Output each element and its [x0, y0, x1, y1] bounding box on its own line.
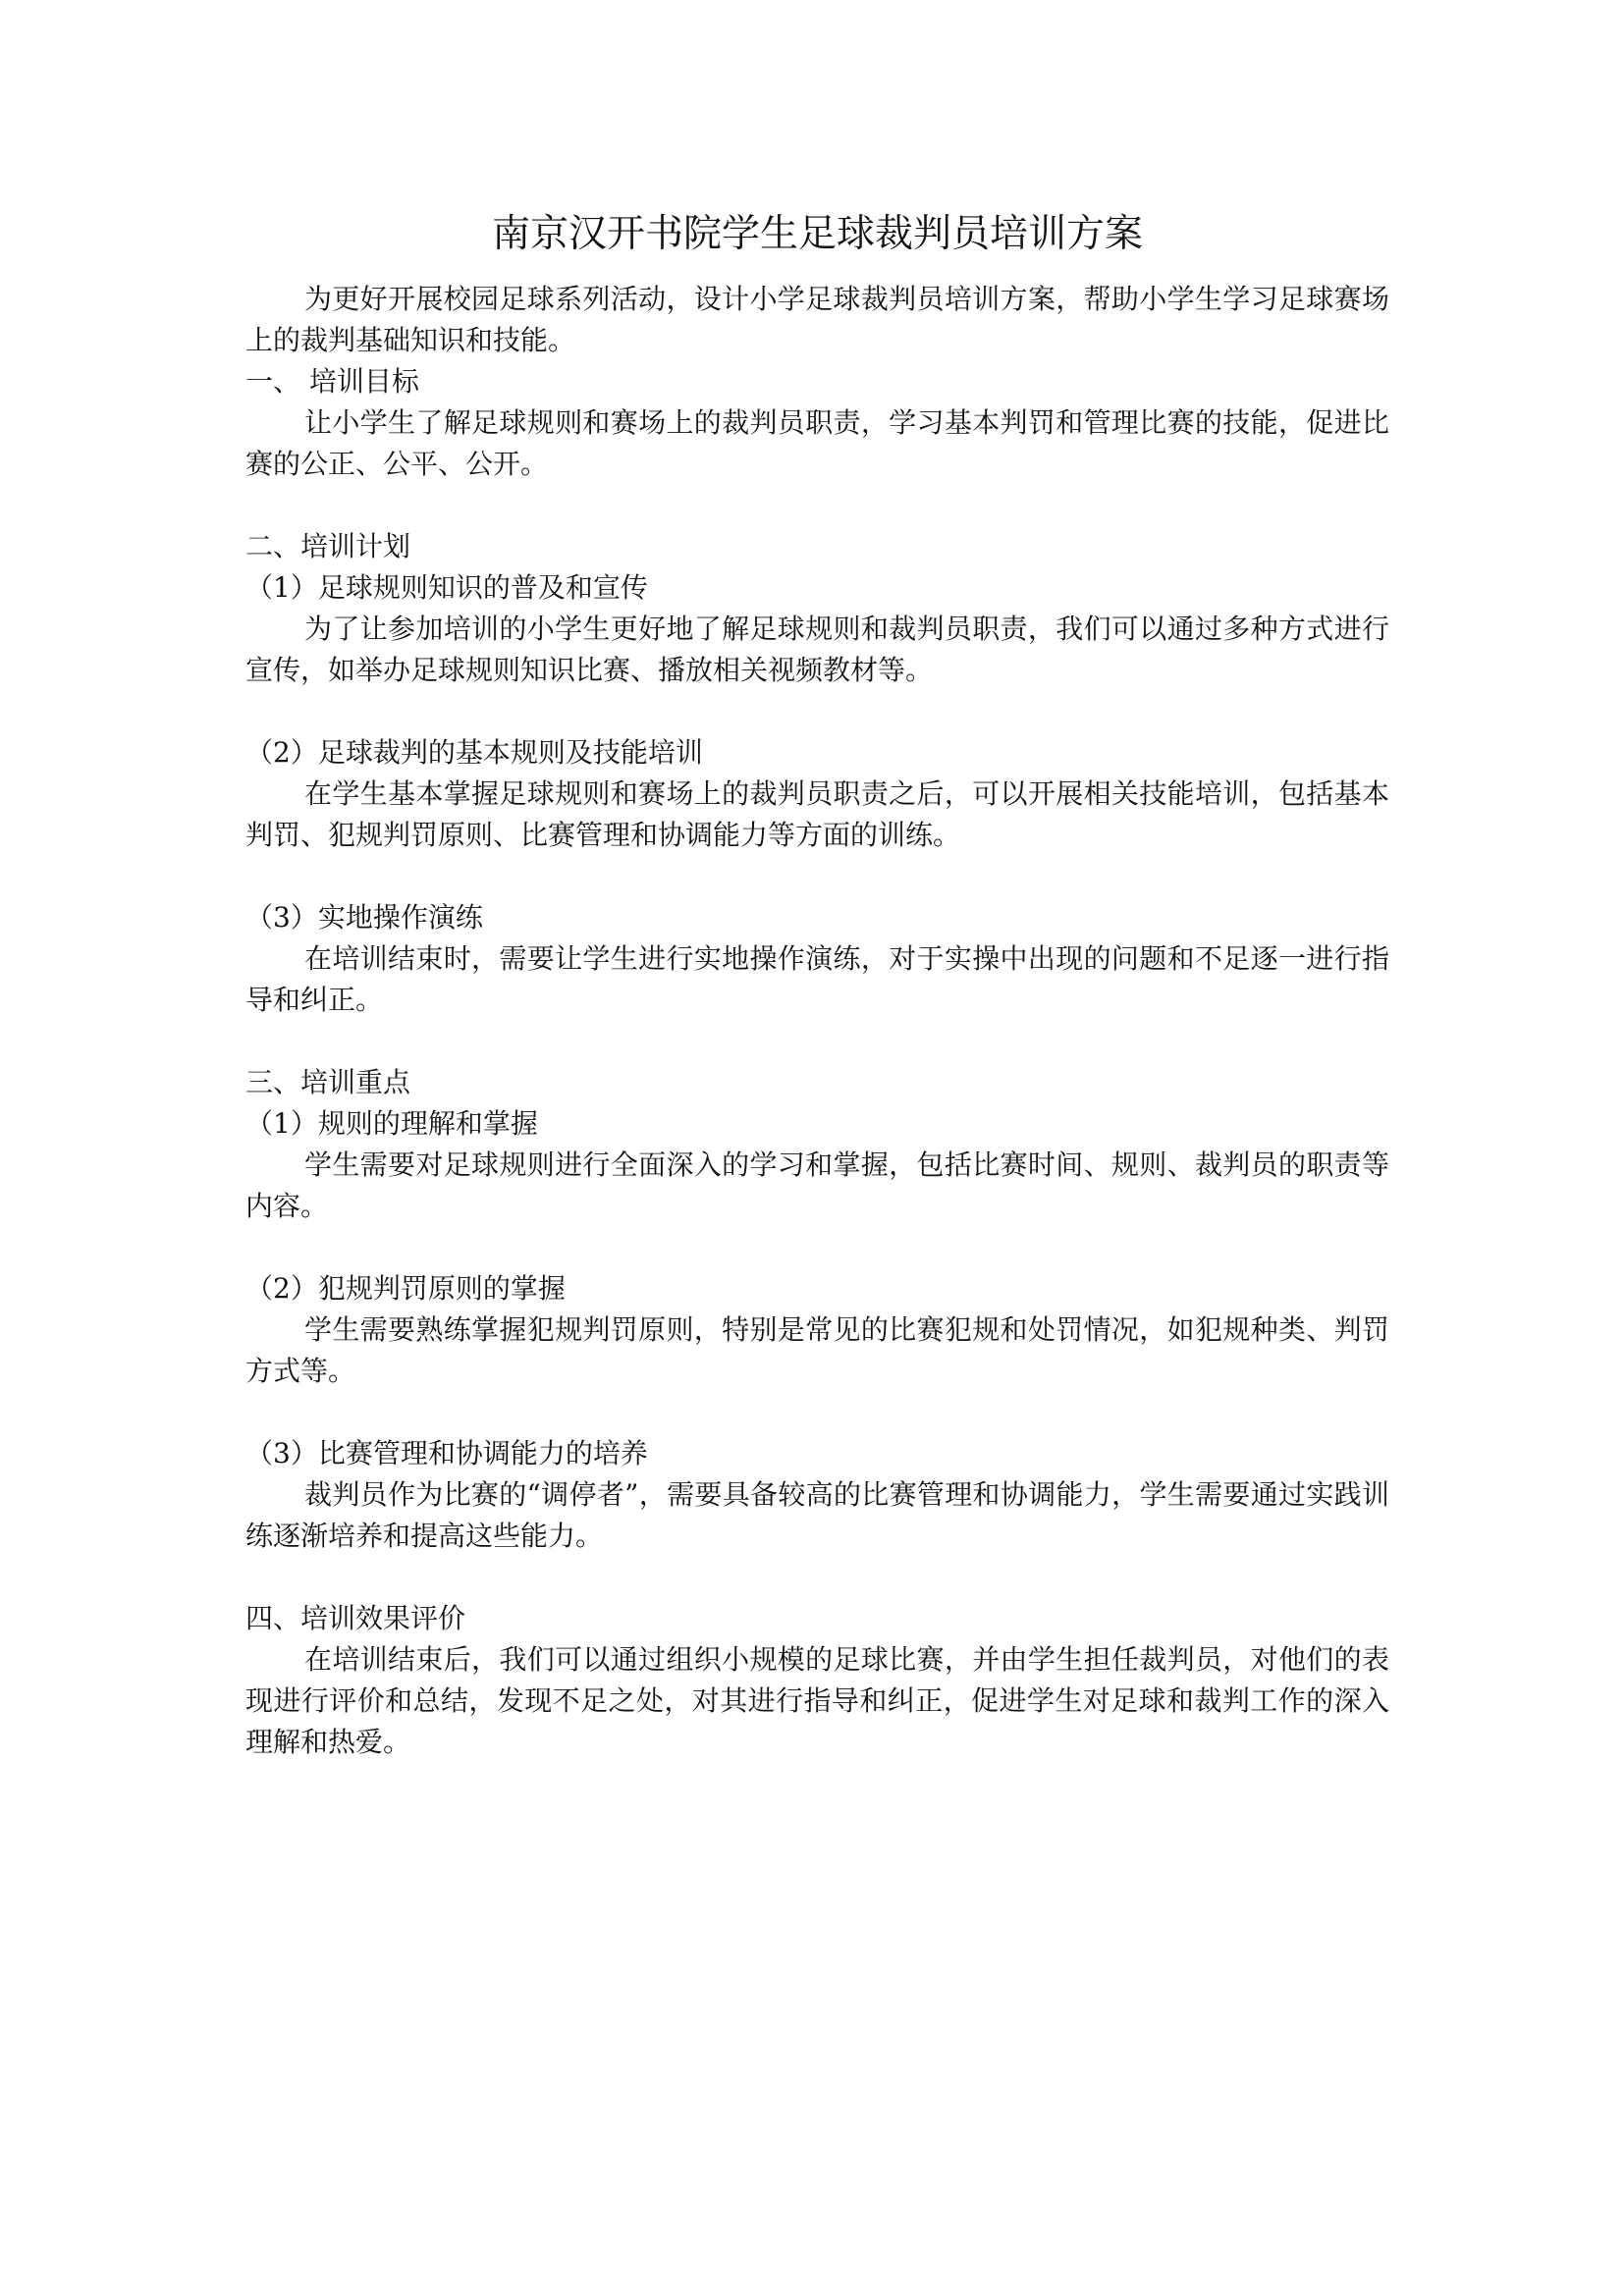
section-3-item-3-title: （3）比赛管理和协调能力的培养: [245, 1437, 648, 1469]
spacer: [245, 1557, 1389, 1598]
section-3-item-1-body: 学生需要对足球规则进行全面深入的学习和掌握，包括比赛时间、规则、裁判员的职责等内容。: [245, 1148, 1389, 1222]
spacer: [245, 1021, 1389, 1062]
spacer: [245, 1392, 1389, 1433]
section-2-item-1-title: （1）足球规则知识的普及和宣传: [245, 571, 648, 604]
section-3-item-1-title: （1）规则的理解和掌握: [245, 1107, 538, 1140]
document-title: 南京汉开书院学生足球裁判员培训方案: [491, 212, 1143, 256]
section-2-item-3-title: （3）实地操作演练: [245, 901, 483, 934]
section-2-item-2-title: （2）足球裁判的基本规则及技能培训: [245, 736, 703, 769]
section-3-item-2-body: 学生需要熟练掌握犯规判罚原则，特别是常见的比赛犯规和处罚情况，如犯规种类、判罚方式等。: [245, 1313, 1389, 1387]
section-4-body: 在培训结束后，我们可以通过组织小规模的足球比赛，并由学生担任裁判员，对他们的表现进行评价和总结，发现不足之处，对其进行指导和纠正，促进学生对足球和裁判工作的深入理解和热爱。: [245, 1643, 1389, 1758]
spacer: [245, 691, 1389, 732]
section-2-heading: 二、培训计划: [245, 530, 411, 562]
section-1-body: 让小学生了解足球规则和赛场上的裁判员职责，学习基本判罚和管理比赛的技能，促进比赛的公正、公平、公开。: [245, 406, 1389, 480]
spacer: [245, 1227, 1389, 1268]
intro-paragraph: 为更好开展校园足球系列活动，设计小学足球裁判员培训方案，帮助小学生学习足球赛场上的裁判基础知识和技能。: [245, 283, 1389, 356]
section-3-item-2-title: （2）犯规判罚原则的掌握: [245, 1272, 566, 1305]
section-3-heading: 三、培训重点: [245, 1066, 411, 1098]
section-2-item-1-body: 为了让参加培训的小学生更好地了解足球规则和裁判员职责，我们可以通过多种方式进行宣传，如举办足球规则知识比赛、播放相关视频教材等。: [245, 613, 1389, 686]
spacer: [245, 856, 1389, 897]
spacer: [245, 485, 1389, 526]
document-page: [245, 206, 1389, 1763]
section-2-item-3-body: 在培训结束时，需要让学生进行实地操作演练，对于实操中出现的问题和不足逐一进行指导和纠正。: [245, 942, 1389, 1016]
section-4-heading: 四、培训效果评价: [245, 1602, 466, 1634]
section-1-heading: 一、 培训目标: [245, 365, 419, 398]
section-2-item-2-body: 在学生基本掌握足球规则和赛场上的裁判员职责之后，可以开展相关技能培训，包括基本判罚、犯规判罚原则、比赛管理和协调能力等方面的训练。: [245, 777, 1389, 851]
section-3-item-3-body: 裁判员作为比赛的“调停者”，需要具备较高的比赛管理和协调能力，学生需要通过实践训练逐渐培养和提高这些能力。: [245, 1478, 1389, 1552]
